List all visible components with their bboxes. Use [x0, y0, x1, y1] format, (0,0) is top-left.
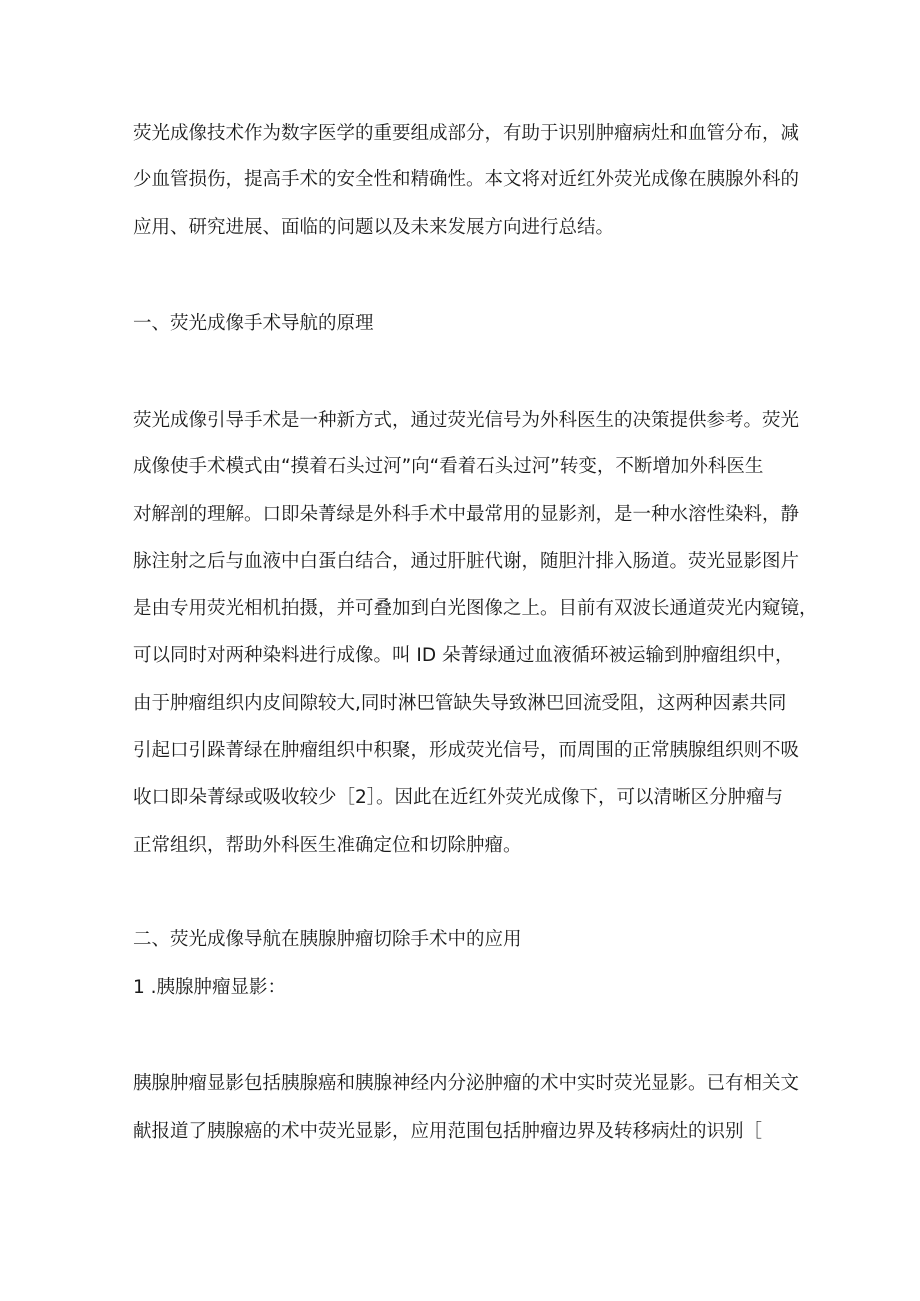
section-1-line-3: 对解剖的理解。口即朵菁绿是外科手术中最常用的显影剂，是一种水溶性染料，静: [133, 504, 800, 525]
section-1-line-9: 收口即朵菁绿或吸收较少［2］。因此在近红外荧光成像下，可以清晰区分肿瘤与: [133, 787, 784, 808]
section-2-heading: 二、荧光成像导航在胰腺肿瘤切除手术中的应用: [133, 929, 522, 950]
section-2-line-2: 献报道了胰腺癌的术中荧光显影，应用范围包括肿瘤边界及转移病灶的识别［: [133, 1121, 763, 1142]
section-1-line-5: 是由专用荧光相机拍摄，并可叠加到白光图像之上。目前有双波长通道荧光内窥镜，: [133, 598, 818, 619]
intro-line-2: 少血管损伤，提高手术的安全性和精确性。本文将对近红外荧光成像在胰腺外科的: [133, 169, 800, 190]
intro-line-1: 荧光成像技术作为数字医学的重要组成部分，有助于识别肿瘤病灶和血管分布，减: [133, 123, 800, 144]
section-1-line-8: 引起口引跺菁绿在肿瘤组织中积聚，形成荧光信号，而周围的正常胰腺组织则不吸: [133, 740, 800, 761]
section-1-line-4: 脉注射之后与血液中白蛋白结合，通过肝脏代谢，随胆汁排入肠道。荧光显影图片: [133, 551, 800, 572]
section-1-line-10: 正常组织，帮助外科医生准确定位和切除肿瘤。: [133, 835, 522, 856]
section-2-line-1: 胰腺肿瘤显影包括胰腺癌和胰腺神经内分泌肿瘤的术中实时荧光显影。已有相关文: [133, 1073, 800, 1094]
section-2-subheading: 1 .胰腺肿瘤显影：: [133, 977, 287, 998]
section-1-line-2: 成像使手术模式由“摸着石头过河”向“看着石头过河”转变，不断增加外科医生: [133, 456, 764, 477]
intro-line-3: 应用、研究进展、面临的问题以及未来发展方向进行总结。: [133, 217, 615, 238]
section-1-line-6: 可以同时对两种染料进行成像。叫 ID 朵菁绿通过血液循环被运输到肿瘤组织中，: [133, 645, 794, 666]
section-1-heading: 一、荧光成像手术导航的原理: [133, 313, 374, 334]
section-1-line-1: 荧光成像引导手术是一种新方式，通过荧光信号为外科医生的决策提供参考。荧光: [133, 410, 800, 431]
section-1-line-7: 由于肿瘤组织内皮间隙较大,同时淋巴管缺失导致淋巴回流受阻，这两种因素共同: [133, 693, 787, 714]
